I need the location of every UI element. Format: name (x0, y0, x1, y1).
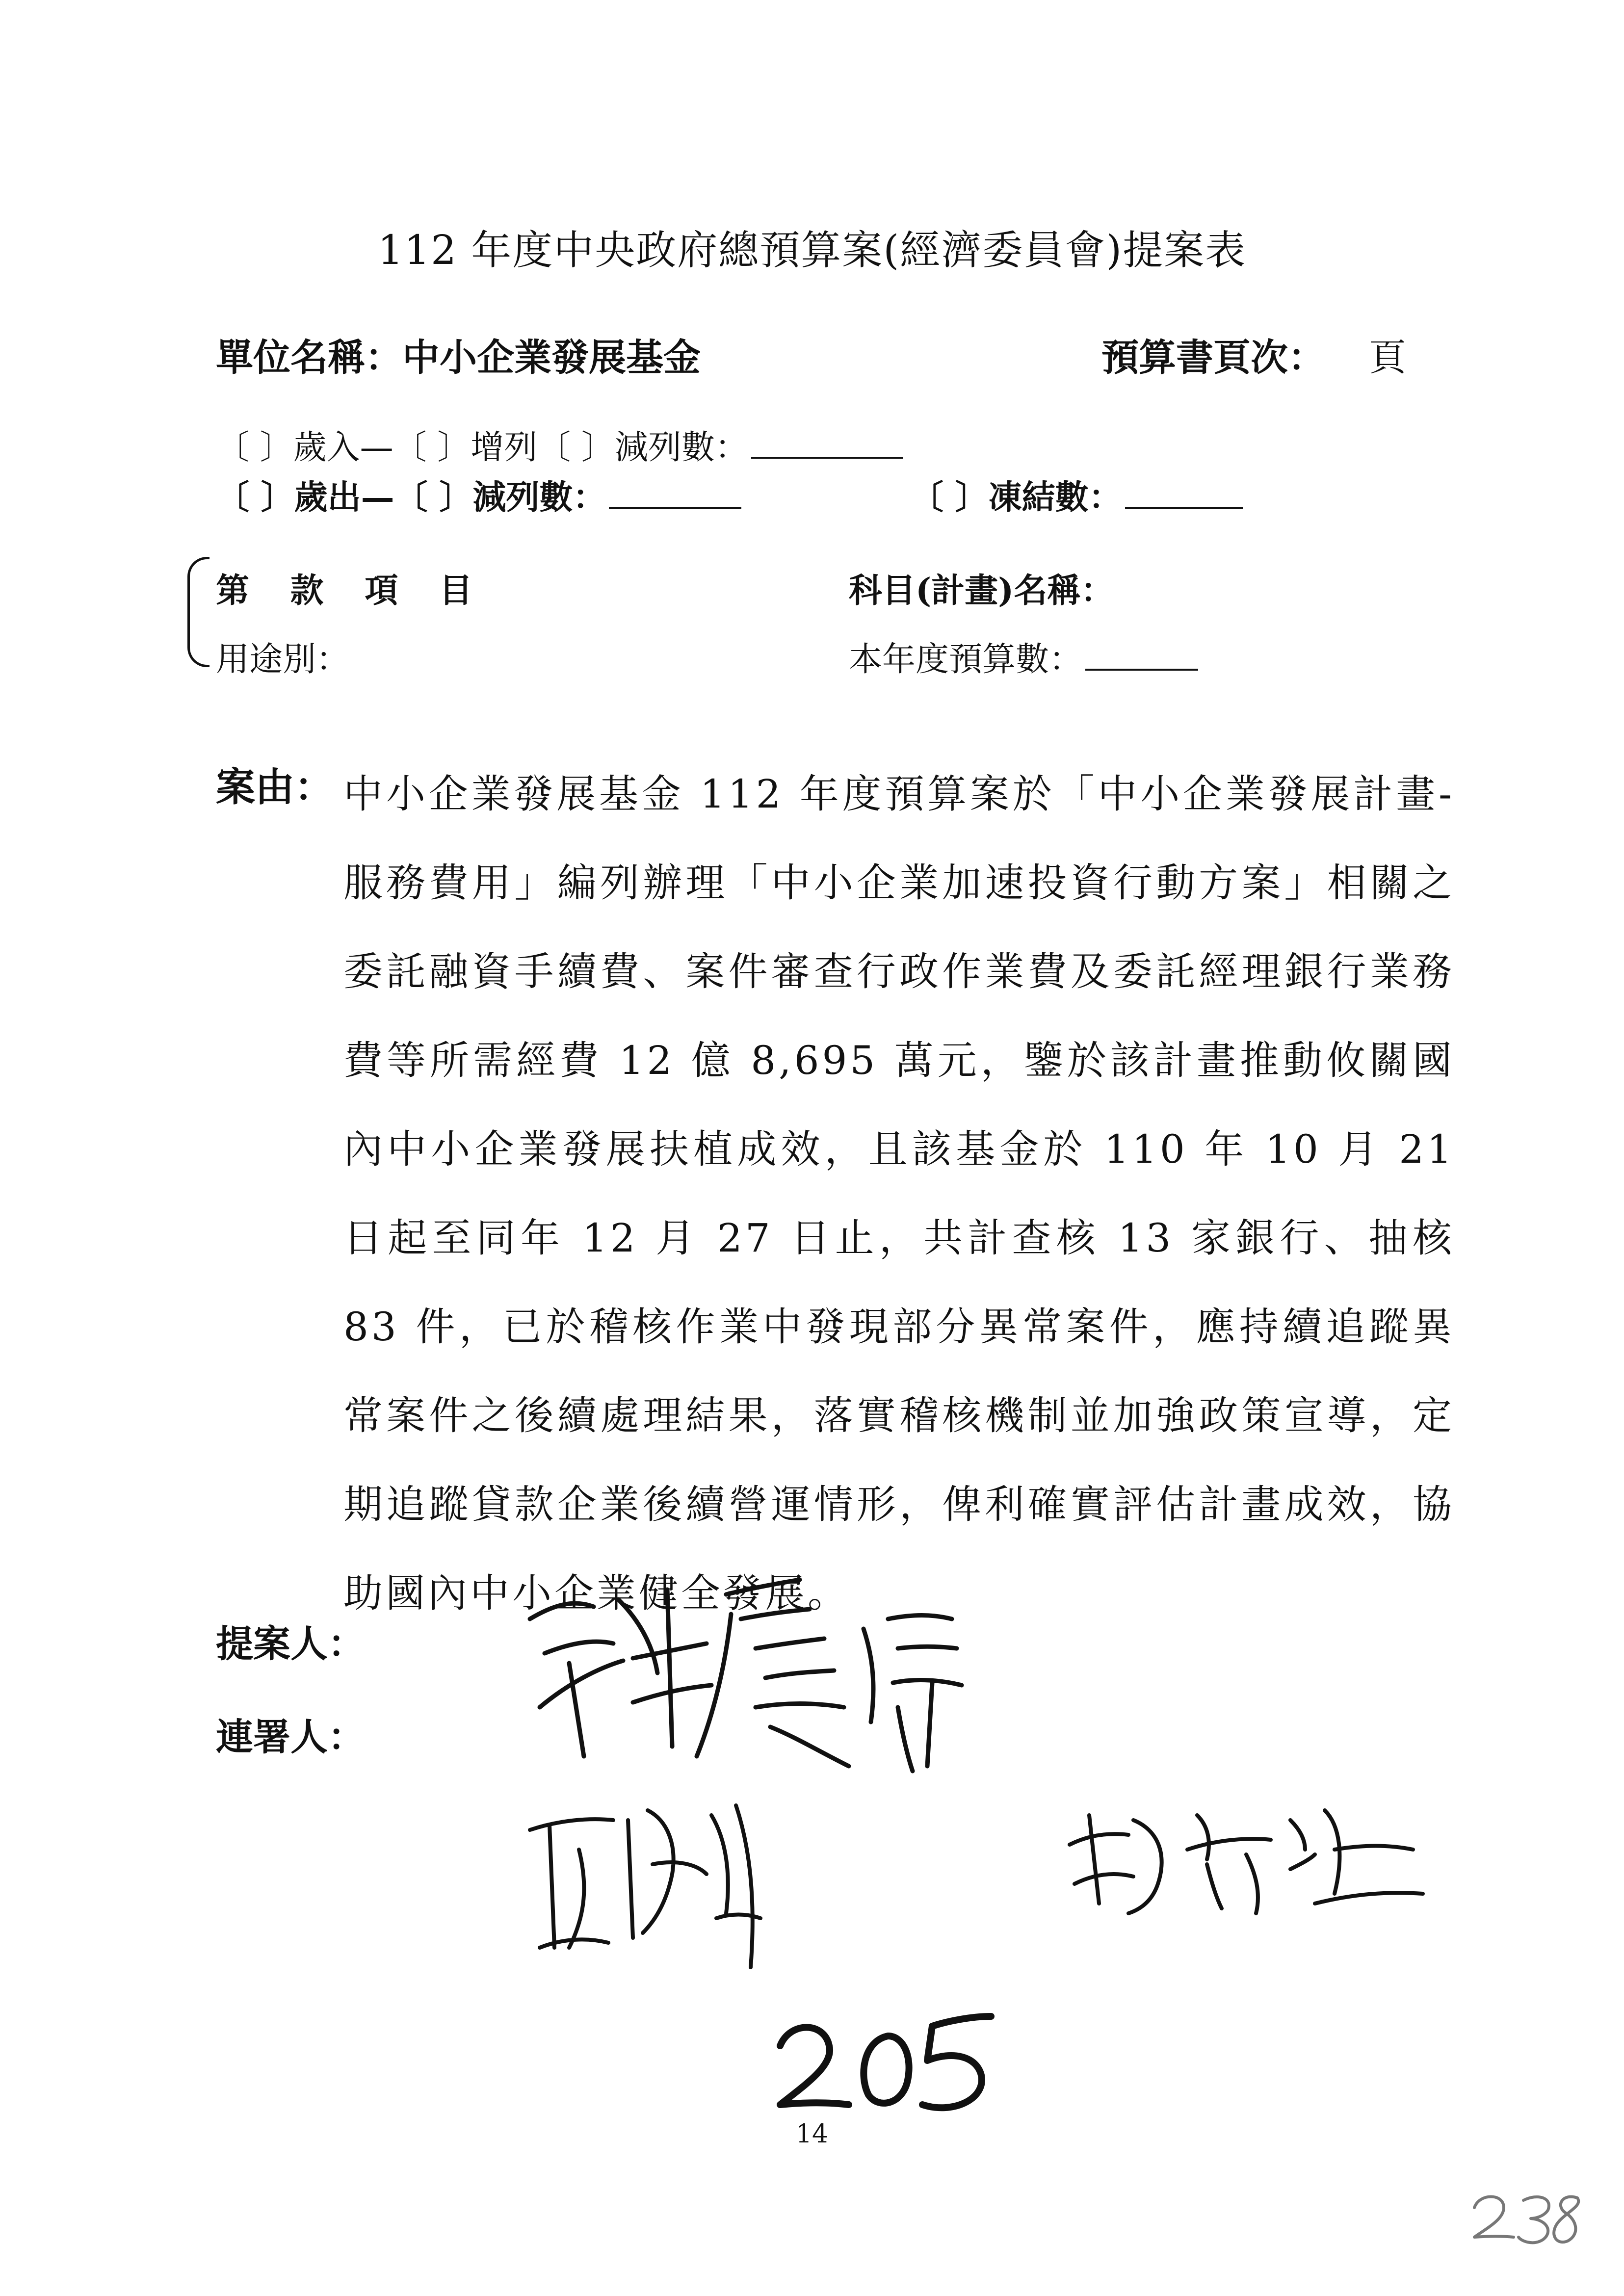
case-label: 案由： (216, 764, 334, 810)
revenue-line-label: 〔 〕歲入—〔 〕增列〔 〕減列數： (216, 428, 748, 467)
cosigner-signature-1 (520, 1791, 775, 1977)
cosigner-signature-2 (1060, 1786, 1433, 1923)
budget-amount-label: 本年度預算數： (849, 640, 1083, 679)
freeze-line-label: 〔 〕凍結數： (910, 478, 1122, 517)
revenue-blank (751, 455, 903, 459)
purpose-label: 用途別： (216, 640, 350, 679)
subject-label: 科目(計畫)名稱： (849, 571, 1114, 610)
page-number: 14 (795, 2119, 829, 2149)
budget-amount-blank (1085, 667, 1198, 671)
expenditure-line (216, 471, 741, 519)
expenditure-blank (609, 505, 741, 509)
expenditure-line-label: 〔 〕歲出—〔 〕減列數： (216, 478, 606, 517)
budget-amount-line (849, 633, 1198, 680)
case-text: 中小企業發展基金 112 年度預算案於「中小企業發展計畫-服務費用」編列辦理「中小企業加速投資行動方案」相關之委託融資手續費、案件審查行政作業費及委託經理銀行業務費等所需經費 12 億 8,695 萬元，鑒於該計畫推動攸關國內中小企業發展扶植成效，且該基金於 110 年 10 月 21 日起至同年 12 月 27 日止，共計查核 13 家銀行、抽核 83 件，已於稽核作業中發現部分異常案件，應持續追蹤異常案件之後續處理結果，落實稽核機制並加強政策宣導，定期追蹤貸款企業後續營運情形，俾利確實評估計畫成效，協助國內中小企業健全發展。 (343, 771, 1455, 1616)
handwritten-number (765, 2002, 1001, 2119)
item-bracket (187, 557, 210, 667)
proposer-label: 提案人： (216, 1622, 365, 1666)
proposer-signature (510, 1560, 981, 1786)
budget-page-ref-suffix: 頁 (1369, 336, 1406, 379)
freeze-line (910, 471, 1243, 519)
form-title: 112 年度中央政府總預算案(經濟委員會)提案表 (377, 227, 1247, 274)
corner-number (1465, 2183, 1592, 2252)
unit-name: 單位名稱：中小企業發展基金 (216, 336, 701, 379)
freeze-blank (1125, 505, 1243, 509)
case-body (343, 750, 1455, 1638)
cosigner-label: 連署人： (216, 1715, 365, 1759)
revenue-line (216, 421, 903, 469)
section-item-label: 第 款 項 目 (216, 571, 488, 610)
budget-page-ref-label: 預算書頁次： (1101, 336, 1325, 379)
